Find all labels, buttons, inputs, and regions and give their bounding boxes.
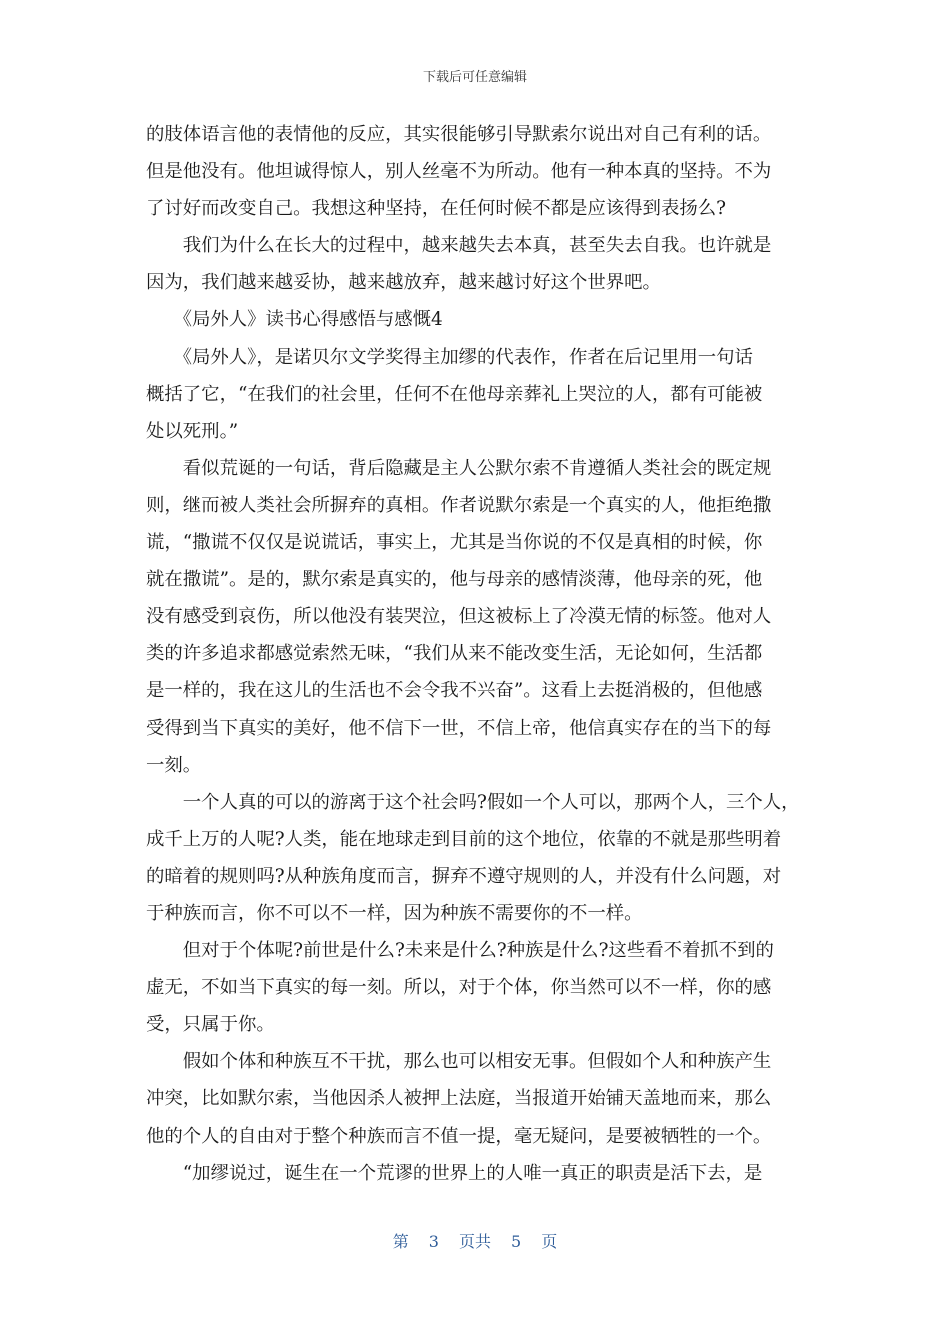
footer-suffix: 页: [541, 1232, 558, 1251]
text-line: 看似荒诞的一句话，背后隐藏是主人公默尔索不肯遵循人类社会的既定规: [146, 457, 772, 479]
text-line: 假如个体和种族互不干扰，那么也可以相安无事。但假如个人和种族产生: [146, 1051, 772, 1073]
text-line: 于种族而言，你不可以不一样，因为种族不需要你的不一样。: [146, 902, 643, 924]
page-header: 下载后可任意编辑: [422, 70, 527, 85]
text-line: 一个人真的可以的游离于这个社会吗?假如一个人可以，那两个人，三个人，: [146, 791, 800, 813]
text-line: 《局外人》，是诺贝尔文学奖得主加缪的代表作，作者在后记里用一句话: [146, 346, 753, 368]
text-line: 概括了它，“在我们的社会里，任何不在他母亲葬礼上哭泣的人，都有可能被: [146, 383, 763, 405]
text-line: 就在撒谎”。是的，默尔索是真实的，他与母亲的感情淡薄，他母亲的死，他: [146, 569, 763, 591]
text-line: 冲突，比如默尔索，当他因杀人被押上法庭，当报道开始铺天盖地而来，那么: [146, 1088, 772, 1110]
text-line: 则，继而被人类社会所摒弃的真相。作者说默尔索是一个真实的人，他拒绝撒: [146, 494, 772, 516]
text-line: 类的许多追求都感觉索然无味，“我们从来不能改变生活，无论如何，生活都: [146, 643, 763, 665]
text-line: 因为，我们越来越妥协，越来越放弃，越来越讨好这个世界吧。: [146, 272, 661, 294]
page-footer: [0, 1229, 950, 1252]
total-page-number: 5: [511, 1232, 522, 1251]
text-line: “加缪说过，诞生在一个荒谬的世界上的人唯一真正的职责是活下去，是: [146, 1162, 763, 1184]
text-line: 没有感受到哀伤，所以他没有装哭泣，但这被标上了冷漠无情的标签。他对人: [146, 606, 772, 628]
body-text: [146, 116, 806, 1192]
text-line: 一刻。: [146, 754, 202, 776]
text-line: 处以死刑。”: [146, 420, 239, 442]
text-line: 但是他没有。他坦诚得惊人，别人丝毫不为所动。他有一种本真的坚持。不为: [146, 161, 772, 183]
text-line: 是一样的，我在这儿的生活也不会令我不兴奋”。这看上去挺消极的，但他感: [146, 680, 763, 702]
text-line: 的肢体语言他的表情他的反应，其实很能够引导默索尔说出对自己有利的话。: [146, 124, 772, 145]
current-page-number: 3: [428, 1232, 439, 1251]
text-line: 虚无，不如当下真实的每一刻。所以，对于个体，你当然可以不一样，你的感: [146, 977, 772, 999]
text-line: 受，只属于你。: [146, 1014, 275, 1036]
text-line: 他的个人的自由对于整个种族而言不值一提，毫无疑问，是要被牺牲的一个。: [146, 1125, 772, 1147]
text-line: 但对于个体呢?前世是什么?未来是什么?种族是什么?这些看不着抓不到的: [146, 940, 774, 962]
text-line: 了讨好而改变自己。我想这种坚持，在任何时候不都是应该得到表扬么?: [146, 198, 726, 220]
text-line: 谎，“撒谎不仅仅是说谎话，事实上，尤其是当你说的不仅是真相的时候，你: [146, 532, 763, 554]
section-heading: 《局外人》读书心得感悟与感慨4: [146, 309, 443, 331]
footer-prefix: 第: [392, 1232, 409, 1251]
text-line: 受得到当下真实的美好，他不信下一世，不信上帝，他信真实存在的当下的每: [146, 717, 772, 739]
text-line: 成千上万的人呢?人类，能在地球走到目前的这个地位，依靠的不就是那些明着: [146, 828, 782, 850]
text-line: 的暗着的规则吗?从种族角度而言，摒弃不遵守规则的人，并没有什么问题，对: [146, 865, 782, 887]
text-line: 我们为什么在长大的过程中，越来越失去本真，甚至失去自我。也许就是: [146, 235, 772, 257]
footer-middle: 页共: [458, 1232, 491, 1251]
